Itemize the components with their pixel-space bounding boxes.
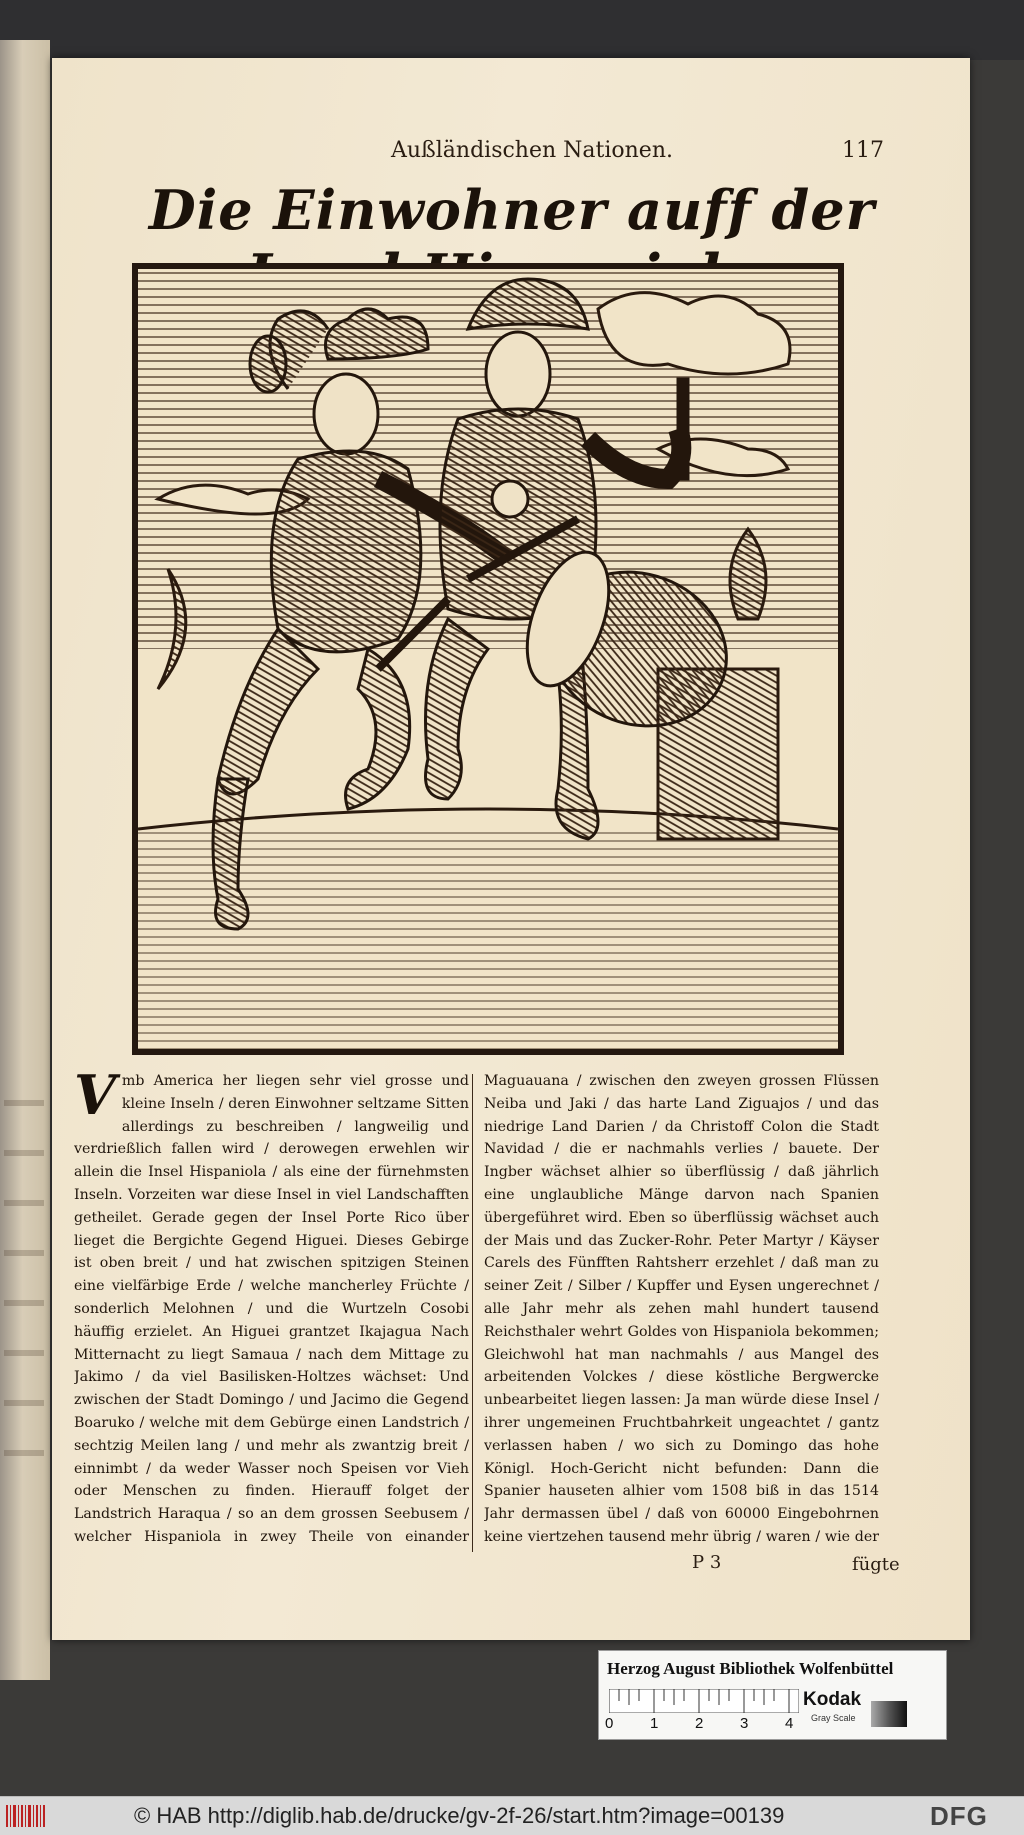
page-number: 117 [842, 138, 884, 163]
gray-scale-label: Gray Scale [811, 1713, 856, 1723]
ruler-number: 4 [785, 1715, 794, 1732]
right-column-text: Maguauana / zwischen den zweyen grossen Flüssen Neiba und Jaki / das harte Land Ziguajos / und das niedrige Land Darien / da Christoff Colon die Stadt Navidad / die er nachmahls verlies / bauete. Der Ingber wächset alhier so überflüssig / daß jährlich eine unglaubliche Mänge darvon nach Spanien übergeführet wird. Eben so überflüssig wächset auch der Mais und das Zucker-Rohr. Peter Martyr / Käyser Carels des Fünfften Rahtsherr erzehlet / daß man zu seiner Zeit / Silber / Kupffer und Eysen ungerechnet / alle Jahr mehr als zehen mahl hundert tausend Reichsthaler wehrt Goldes von Hispaniola bekommen; Gleichwohl hat man nachmahls / aus Mangel des arbeitenden Volckes / diese köstliche Bergwercke unbearbeitet liegen lassen: Ja man würde diese Insel / ihrer ungemeinen Fruchtbahrkeit ungeachtet / gantz verlassen haben / wo sich zu Domingo das hohe Königl. Hoch-Gericht nicht befunden: Dann die Spanier hauseten alhier vom 1508 biß in das 1514 Jahr dermassen übel / daß von 60000 Eingebohrnen keine viertzehen tausend mehr übrig / waren / wie der [484, 1073, 879, 1545]
ruler-numbers [605, 1715, 805, 1733]
signature-mark: P 3 [692, 1552, 722, 1573]
ruler-number: 1 [650, 1715, 659, 1732]
text-column-left [74, 1070, 469, 1550]
kodak-label: Kodak [803, 1689, 862, 1710]
copyright-link[interactable]: © HAB http://diglib.hab.de/drucke/gv-2f-26/start.htm?image=00139 [134, 1803, 785, 1828]
color-scale-card [598, 1650, 947, 1740]
left-column-text: mb America her liegen sehr viel grosse und kleine Inseln / deren Einwohner seltzame Sitten allerdings zu beschreiben / langweilig und verdrießlich fallen wird / derowegen erwehlen wir allein die Insel Hispaniola / als eine der fürnehmsten Inseln. Vorzeiten war diese Insel in viel Landschafften getheilet. Gerade gegen der Insel Porte Rico über lieget die Bergichte Gegend Higuei. Dieses Gebirge ist oben breit / und hat zwischen spitzigen Steinen eine vielfärbige Erde / welche mancherley Früchte / sonderlich Melohnen / und die Wurtzeln Cosobi häuffig erzielet. An Higuei grantzet Ikajagua Nach Mitternacht zu liegt Samaua / nach dem Mittage zu Jakimo / da viel Basilisken-Holtzes wächset: Und zwischen der Stadt Domingo / und Jacimo die Gegend Boaruko / welche mit dem Gebürge einen Landstrich / sechtzig Meilen lang / und mehr als zwantzig breit / einnimbt / da weder Wasser noch Speisen vor Vieh oder Menschen zu finden. Hierauff folget der Landstrich Haraqua / so an dem grossen Seebusem / welcher Hispaniola in zwey Theile von einander [74, 1073, 469, 1545]
library-name: Herzog August Bibliothek Wolfenbüttel [607, 1659, 894, 1678]
drop-capital: V [74, 1070, 116, 1127]
book-page [52, 58, 970, 1640]
scan-background-top [0, 0, 1024, 60]
ruler-number: 0 [605, 1715, 614, 1732]
text-column-right [484, 1070, 879, 1550]
column-rule [472, 1074, 473, 1552]
barcode-icon [6, 1805, 46, 1827]
ruler-scale [609, 1689, 799, 1713]
dfg-logo: DFG [930, 1801, 988, 1831]
running-head: Außländischen Nationen. [391, 138, 673, 163]
woodcut-illustration [132, 263, 844, 1055]
ruler-number: 3 [740, 1715, 749, 1732]
page-title: Die Einwohner auff der [148, 178, 876, 242]
catchword: fügte [852, 1554, 900, 1575]
gray-swatch [871, 1701, 907, 1727]
viewer-footer [0, 1796, 1024, 1835]
ruler-number: 2 [695, 1715, 704, 1732]
previous-page-edge [0, 40, 50, 1680]
woodcut-dancer-drummer-image [138, 269, 838, 1049]
